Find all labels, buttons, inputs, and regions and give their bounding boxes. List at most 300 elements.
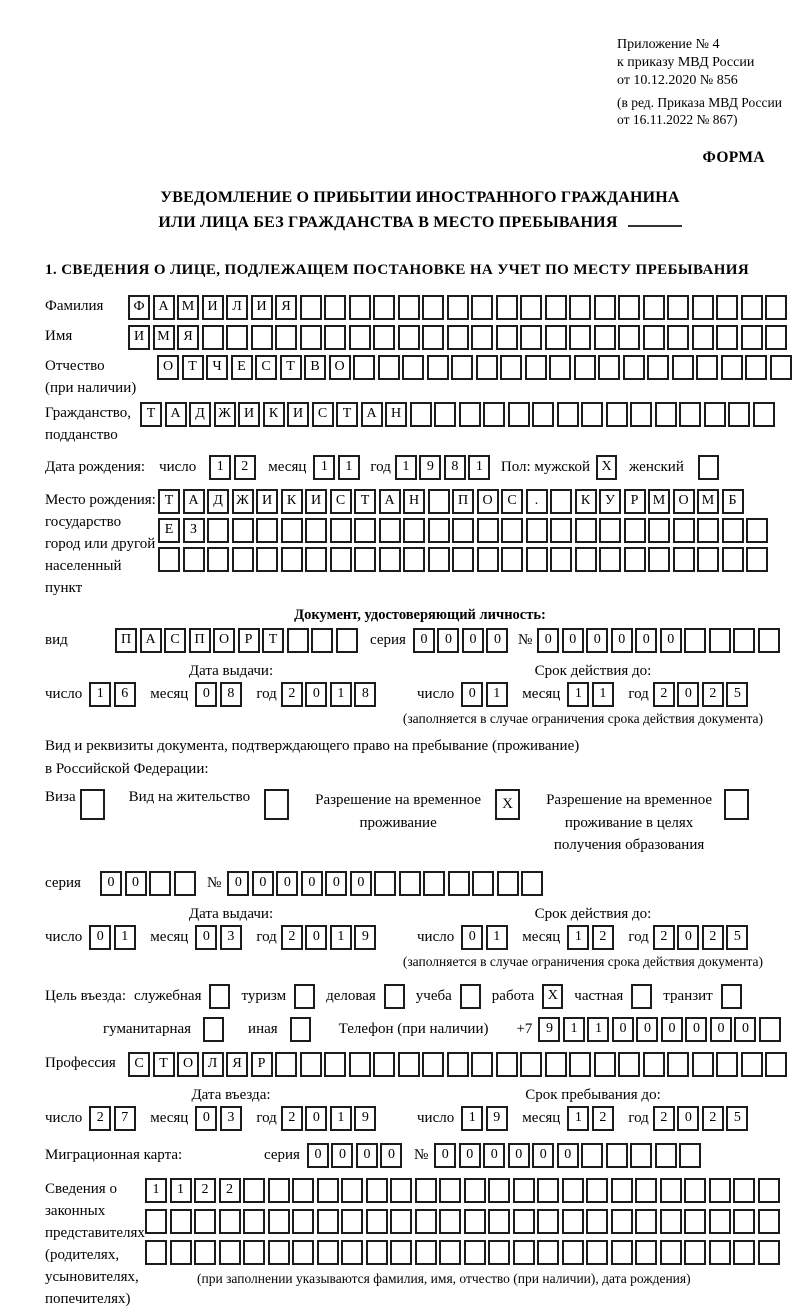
char-cell[interactable] — [679, 402, 701, 427]
char-cell[interactable] — [330, 547, 352, 572]
char-cell[interactable] — [520, 295, 542, 320]
char-cell[interactable] — [513, 1178, 535, 1203]
char-cell[interactable] — [379, 518, 401, 543]
char-cell[interactable]: 9 — [354, 1106, 376, 1131]
char-cell[interactable] — [526, 518, 548, 543]
char-cell[interactable] — [194, 1209, 216, 1234]
char-cell[interactable]: 2 — [194, 1178, 216, 1203]
char-cell[interactable]: 5 — [726, 1106, 748, 1131]
char-cell[interactable] — [562, 1178, 584, 1203]
char-cell[interactable] — [324, 295, 346, 320]
purpose-official-checkbox[interactable] — [209, 984, 230, 1009]
char-cell[interactable]: К — [281, 489, 303, 514]
char-cell[interactable]: И — [128, 325, 150, 350]
char-cell[interactable] — [630, 402, 652, 427]
char-cell[interactable] — [598, 355, 620, 380]
char-cell[interactable]: Р — [251, 1052, 273, 1077]
char-cell[interactable] — [354, 518, 376, 543]
char-cell[interactable] — [390, 1240, 412, 1265]
char-cell[interactable] — [403, 518, 425, 543]
char-cell[interactable] — [268, 1209, 290, 1234]
char-cell[interactable]: А — [165, 402, 187, 427]
char-cell[interactable]: 1 — [567, 1106, 589, 1131]
char-cell[interactable]: О — [177, 1052, 199, 1077]
char-cell[interactable]: С — [330, 489, 352, 514]
char-cell[interactable] — [696, 355, 718, 380]
char-cell[interactable] — [434, 402, 456, 427]
char-cell[interactable] — [741, 1052, 763, 1077]
char-cell[interactable] — [673, 547, 695, 572]
char-cell[interactable] — [373, 1052, 395, 1077]
char-cell[interactable] — [488, 1178, 510, 1203]
char-cell[interactable] — [765, 1052, 787, 1077]
char-cell[interactable] — [439, 1240, 461, 1265]
char-cell[interactable] — [232, 547, 254, 572]
char-cell[interactable] — [697, 547, 719, 572]
char-cell[interactable] — [496, 1052, 518, 1077]
char-cell[interactable]: 0 — [434, 1143, 456, 1168]
char-cell[interactable] — [341, 1178, 363, 1203]
char-cell[interactable] — [292, 1240, 314, 1265]
char-cell[interactable] — [692, 325, 714, 350]
char-cell[interactable] — [483, 402, 505, 427]
char-cell[interactable]: С — [164, 628, 186, 653]
char-cell[interactable] — [532, 402, 554, 427]
char-cell[interactable] — [268, 1178, 290, 1203]
char-cell[interactable]: 0 — [612, 1017, 634, 1042]
char-cell[interactable]: 3 — [220, 925, 242, 950]
char-cell[interactable]: С — [128, 1052, 150, 1077]
char-cell[interactable]: 0 — [677, 925, 699, 950]
char-cell[interactable] — [374, 871, 396, 896]
char-cell[interactable] — [635, 1240, 657, 1265]
char-cell[interactable] — [317, 1240, 339, 1265]
char-cell[interactable]: П — [452, 489, 474, 514]
char-cell[interactable] — [623, 355, 645, 380]
char-cell[interactable]: 0 — [125, 871, 147, 896]
char-cell[interactable]: 2 — [592, 1106, 614, 1131]
char-cell[interactable]: Ф — [128, 295, 150, 320]
char-cell[interactable]: Е — [231, 355, 253, 380]
char-cell[interactable] — [256, 547, 278, 572]
char-cell[interactable] — [501, 547, 523, 572]
char-cell[interactable] — [606, 1143, 628, 1168]
char-cell[interactable] — [648, 547, 670, 572]
char-cell[interactable]: 0 — [635, 628, 657, 653]
char-cell[interactable] — [145, 1240, 167, 1265]
char-cell[interactable] — [537, 1178, 559, 1203]
temp-residence-education-checkbox[interactable] — [724, 789, 749, 820]
char-cell[interactable]: Т — [140, 402, 162, 427]
char-cell[interactable]: 2 — [592, 925, 614, 950]
purpose-transit-checkbox[interactable] — [721, 984, 742, 1009]
char-cell[interactable] — [562, 1209, 584, 1234]
char-cell[interactable]: 0 — [461, 925, 483, 950]
char-cell[interactable] — [586, 1240, 608, 1265]
char-cell[interactable] — [330, 518, 352, 543]
char-cell[interactable]: 1 — [209, 455, 231, 480]
char-cell[interactable] — [716, 1052, 738, 1077]
char-cell[interactable] — [243, 1178, 265, 1203]
char-cell[interactable]: М — [153, 325, 175, 350]
char-cell[interactable]: Ж — [232, 489, 254, 514]
char-cell[interactable]: 2 — [281, 1106, 303, 1131]
char-cell[interactable]: Т — [158, 489, 180, 514]
char-cell[interactable] — [501, 518, 523, 543]
visa-checkbox[interactable] — [80, 789, 105, 820]
char-cell[interactable] — [606, 402, 628, 427]
purpose-other-checkbox[interactable] — [290, 1017, 311, 1042]
char-cell[interactable] — [268, 1240, 290, 1265]
char-cell[interactable] — [477, 518, 499, 543]
char-cell[interactable]: Е — [158, 518, 180, 543]
char-cell[interactable]: 5 — [726, 925, 748, 950]
char-cell[interactable] — [545, 295, 567, 320]
char-cell[interactable] — [765, 325, 787, 350]
char-cell[interactable] — [464, 1209, 486, 1234]
char-cell[interactable]: 0 — [252, 871, 274, 896]
char-cell[interactable]: 0 — [276, 871, 298, 896]
char-cell[interactable] — [709, 1240, 731, 1265]
char-cell[interactable]: 0 — [660, 628, 682, 653]
char-cell[interactable]: 0 — [508, 1143, 530, 1168]
char-cell[interactable] — [500, 355, 522, 380]
char-cell[interactable]: И — [287, 402, 309, 427]
char-cell[interactable] — [422, 295, 444, 320]
char-cell[interactable]: Т — [153, 1052, 175, 1077]
char-cell[interactable] — [758, 1209, 780, 1234]
char-cell[interactable]: 0 — [586, 628, 608, 653]
char-cell[interactable] — [471, 1052, 493, 1077]
purpose-private-checkbox[interactable] — [631, 984, 652, 1009]
char-cell[interactable]: 2 — [653, 1106, 675, 1131]
char-cell[interactable]: 1 — [338, 455, 360, 480]
char-cell[interactable] — [243, 1240, 265, 1265]
char-cell[interactable] — [586, 1178, 608, 1203]
char-cell[interactable] — [402, 355, 424, 380]
char-cell[interactable]: Я — [177, 325, 199, 350]
char-cell[interactable] — [459, 402, 481, 427]
char-cell[interactable] — [537, 1240, 559, 1265]
char-cell[interactable] — [630, 1143, 652, 1168]
char-cell[interactable] — [746, 547, 768, 572]
char-cell[interactable]: 5 — [726, 682, 748, 707]
char-cell[interactable] — [410, 402, 432, 427]
char-cell[interactable] — [488, 1209, 510, 1234]
char-cell[interactable]: Т — [354, 489, 376, 514]
char-cell[interactable] — [557, 402, 579, 427]
char-cell[interactable]: 0 — [350, 871, 372, 896]
char-cell[interactable] — [174, 871, 196, 896]
char-cell[interactable] — [581, 1143, 603, 1168]
char-cell[interactable]: 0 — [557, 1143, 579, 1168]
char-cell[interactable] — [447, 325, 469, 350]
char-cell[interactable] — [643, 295, 665, 320]
char-cell[interactable] — [549, 355, 571, 380]
char-cell[interactable] — [586, 1209, 608, 1234]
char-cell[interactable]: Т — [336, 402, 358, 427]
char-cell[interactable]: 0 — [611, 628, 633, 653]
char-cell[interactable]: 3 — [220, 1106, 242, 1131]
char-cell[interactable]: И — [238, 402, 260, 427]
char-cell[interactable]: 1 — [330, 1106, 352, 1131]
char-cell[interactable] — [422, 1052, 444, 1077]
char-cell[interactable]: А — [183, 489, 205, 514]
char-cell[interactable] — [525, 355, 547, 380]
char-cell[interactable] — [497, 871, 519, 896]
char-cell[interactable] — [366, 1178, 388, 1203]
char-cell[interactable] — [170, 1240, 192, 1265]
char-cell[interactable] — [673, 518, 695, 543]
char-cell[interactable] — [643, 1052, 665, 1077]
char-cell[interactable] — [679, 1143, 701, 1168]
char-cell[interactable]: Ж — [214, 402, 236, 427]
char-cell[interactable]: 8 — [220, 682, 242, 707]
char-cell[interactable] — [311, 628, 333, 653]
char-cell[interactable]: Я — [226, 1052, 248, 1077]
temp-residence-checkbox[interactable]: X — [495, 789, 520, 820]
char-cell[interactable]: Л — [226, 295, 248, 320]
char-cell[interactable] — [611, 1240, 633, 1265]
char-cell[interactable]: У — [599, 489, 621, 514]
char-cell[interactable]: 1 — [170, 1178, 192, 1203]
char-cell[interactable]: Я — [275, 295, 297, 320]
char-cell[interactable] — [599, 547, 621, 572]
char-cell[interactable] — [170, 1209, 192, 1234]
char-cell[interactable]: Д — [189, 402, 211, 427]
char-cell[interactable] — [398, 1052, 420, 1077]
char-cell[interactable] — [373, 325, 395, 350]
char-cell[interactable] — [158, 547, 180, 572]
char-cell[interactable] — [366, 1240, 388, 1265]
char-cell[interactable] — [569, 295, 591, 320]
char-cell[interactable]: 2 — [219, 1178, 241, 1203]
char-cell[interactable]: 0 — [227, 871, 249, 896]
char-cell[interactable] — [697, 518, 719, 543]
char-cell[interactable]: И — [251, 295, 273, 320]
char-cell[interactable] — [550, 547, 572, 572]
char-cell[interactable] — [341, 1209, 363, 1234]
char-cell[interactable] — [390, 1209, 412, 1234]
char-cell[interactable] — [183, 547, 205, 572]
purpose-humanitarian-checkbox[interactable] — [203, 1017, 224, 1042]
char-cell[interactable]: 0 — [461, 682, 483, 707]
char-cell[interactable]: 0 — [636, 1017, 658, 1042]
char-cell[interactable] — [765, 295, 787, 320]
char-cell[interactable] — [684, 1209, 706, 1234]
char-cell[interactable] — [496, 325, 518, 350]
char-cell[interactable] — [721, 355, 743, 380]
char-cell[interactable] — [618, 325, 640, 350]
char-cell[interactable] — [672, 355, 694, 380]
char-cell[interactable] — [647, 355, 669, 380]
char-cell[interactable] — [537, 1209, 559, 1234]
char-cell[interactable] — [194, 1240, 216, 1265]
char-cell[interactable] — [667, 325, 689, 350]
char-cell[interactable]: С — [501, 489, 523, 514]
char-cell[interactable]: 2 — [89, 1106, 111, 1131]
char-cell[interactable]: 0 — [331, 1143, 353, 1168]
char-cell[interactable] — [256, 518, 278, 543]
char-cell[interactable]: 0 — [325, 871, 347, 896]
char-cell[interactable]: 0 — [562, 628, 584, 653]
char-cell[interactable] — [648, 518, 670, 543]
char-cell[interactable] — [477, 547, 499, 572]
char-cell[interactable] — [305, 547, 327, 572]
char-cell[interactable]: 1 — [468, 455, 490, 480]
char-cell[interactable] — [618, 295, 640, 320]
char-cell[interactable]: П — [189, 628, 211, 653]
char-cell[interactable] — [569, 1052, 591, 1077]
char-cell[interactable] — [349, 1052, 371, 1077]
char-cell[interactable] — [684, 1240, 706, 1265]
char-cell[interactable]: Н — [385, 402, 407, 427]
char-cell[interactable]: Л — [202, 1052, 224, 1077]
char-cell[interactable]: 9 — [538, 1017, 560, 1042]
char-cell[interactable]: А — [140, 628, 162, 653]
char-cell[interactable] — [317, 1178, 339, 1203]
char-cell[interactable] — [423, 871, 445, 896]
char-cell[interactable] — [575, 547, 597, 572]
char-cell[interactable] — [428, 547, 450, 572]
char-cell[interactable] — [219, 1209, 241, 1234]
char-cell[interactable] — [745, 355, 767, 380]
char-cell[interactable] — [275, 1052, 297, 1077]
char-cell[interactable] — [599, 518, 621, 543]
char-cell[interactable]: М — [697, 489, 719, 514]
char-cell[interactable]: 0 — [710, 1017, 732, 1042]
char-cell[interactable] — [149, 871, 171, 896]
char-cell[interactable] — [305, 518, 327, 543]
char-cell[interactable] — [704, 402, 726, 427]
char-cell[interactable] — [545, 325, 567, 350]
char-cell[interactable]: С — [255, 355, 277, 380]
char-cell[interactable]: 2 — [234, 455, 256, 480]
char-cell[interactable]: И — [202, 295, 224, 320]
char-cell[interactable]: 0 — [100, 871, 122, 896]
char-cell[interactable]: О — [157, 355, 179, 380]
char-cell[interactable]: К — [575, 489, 597, 514]
char-cell[interactable] — [447, 1052, 469, 1077]
char-cell[interactable] — [398, 325, 420, 350]
char-cell[interactable] — [427, 355, 449, 380]
char-cell[interactable]: 2 — [702, 925, 724, 950]
char-cell[interactable] — [349, 295, 371, 320]
char-cell[interactable] — [428, 489, 450, 514]
char-cell[interactable]: И — [256, 489, 278, 514]
char-cell[interactable] — [353, 355, 375, 380]
char-cell[interactable]: 1 — [587, 1017, 609, 1042]
char-cell[interactable]: 0 — [380, 1143, 402, 1168]
char-cell[interactable]: 8 — [354, 682, 376, 707]
char-cell[interactable] — [758, 628, 780, 653]
char-cell[interactable]: 0 — [307, 1143, 329, 1168]
char-cell[interactable] — [336, 628, 358, 653]
char-cell[interactable] — [448, 871, 470, 896]
char-cell[interactable]: 1 — [486, 925, 508, 950]
char-cell[interactable]: . — [526, 489, 548, 514]
char-cell[interactable] — [684, 628, 706, 653]
char-cell[interactable] — [300, 325, 322, 350]
char-cell[interactable] — [317, 1209, 339, 1234]
char-cell[interactable]: 7 — [114, 1106, 136, 1131]
purpose-tourism-checkbox[interactable] — [294, 984, 315, 1009]
char-cell[interactable]: 1 — [567, 682, 589, 707]
char-cell[interactable] — [716, 295, 738, 320]
char-cell[interactable] — [476, 355, 498, 380]
char-cell[interactable] — [770, 355, 792, 380]
char-cell[interactable] — [471, 295, 493, 320]
char-cell[interactable] — [575, 518, 597, 543]
char-cell[interactable] — [379, 547, 401, 572]
char-cell[interactable]: 1 — [330, 682, 352, 707]
char-cell[interactable]: 0 — [195, 1106, 217, 1131]
char-cell[interactable]: М — [648, 489, 670, 514]
char-cell[interactable]: 1 — [114, 925, 136, 950]
char-cell[interactable] — [722, 547, 744, 572]
char-cell[interactable]: Т — [280, 355, 302, 380]
char-cell[interactable] — [219, 1240, 241, 1265]
char-cell[interactable]: 6 — [114, 682, 136, 707]
char-cell[interactable]: 0 — [462, 628, 484, 653]
char-cell[interactable] — [415, 1209, 437, 1234]
char-cell[interactable] — [618, 1052, 640, 1077]
char-cell[interactable] — [728, 402, 750, 427]
char-cell[interactable]: 0 — [356, 1143, 378, 1168]
char-cell[interactable] — [428, 518, 450, 543]
char-cell[interactable] — [655, 1143, 677, 1168]
char-cell[interactable]: 0 — [89, 925, 111, 950]
char-cell[interactable]: 1 — [486, 682, 508, 707]
char-cell[interactable]: 2 — [653, 925, 675, 950]
char-cell[interactable]: 0 — [301, 871, 323, 896]
char-cell[interactable]: 0 — [677, 682, 699, 707]
char-cell[interactable]: 0 — [437, 628, 459, 653]
char-cell[interactable] — [562, 1240, 584, 1265]
char-cell[interactable] — [635, 1209, 657, 1234]
char-cell[interactable]: Д — [207, 489, 229, 514]
char-cell[interactable] — [415, 1178, 437, 1203]
char-cell[interactable]: 0 — [413, 628, 435, 653]
char-cell[interactable] — [635, 1178, 657, 1203]
char-cell[interactable] — [550, 489, 572, 514]
char-cell[interactable]: В — [304, 355, 326, 380]
char-cell[interactable] — [415, 1240, 437, 1265]
char-cell[interactable] — [300, 1052, 322, 1077]
char-cell[interactable] — [709, 1178, 731, 1203]
char-cell[interactable]: Т — [182, 355, 204, 380]
char-cell[interactable] — [594, 325, 616, 350]
char-cell[interactable]: З — [183, 518, 205, 543]
char-cell[interactable] — [275, 325, 297, 350]
purpose-business-checkbox[interactable] — [384, 984, 405, 1009]
char-cell[interactable] — [655, 402, 677, 427]
char-cell[interactable] — [292, 1178, 314, 1203]
char-cell[interactable] — [716, 325, 738, 350]
char-cell[interactable]: 2 — [281, 925, 303, 950]
char-cell[interactable]: К — [263, 402, 285, 427]
char-cell[interactable]: 0 — [532, 1143, 554, 1168]
char-cell[interactable] — [759, 1017, 781, 1042]
char-cell[interactable] — [722, 518, 744, 543]
char-cell[interactable]: 0 — [195, 682, 217, 707]
char-cell[interactable] — [300, 295, 322, 320]
char-cell[interactable] — [508, 402, 530, 427]
char-cell[interactable] — [692, 1052, 714, 1077]
char-cell[interactable] — [574, 355, 596, 380]
char-cell[interactable]: 1 — [567, 925, 589, 950]
char-cell[interactable]: 9 — [354, 925, 376, 950]
